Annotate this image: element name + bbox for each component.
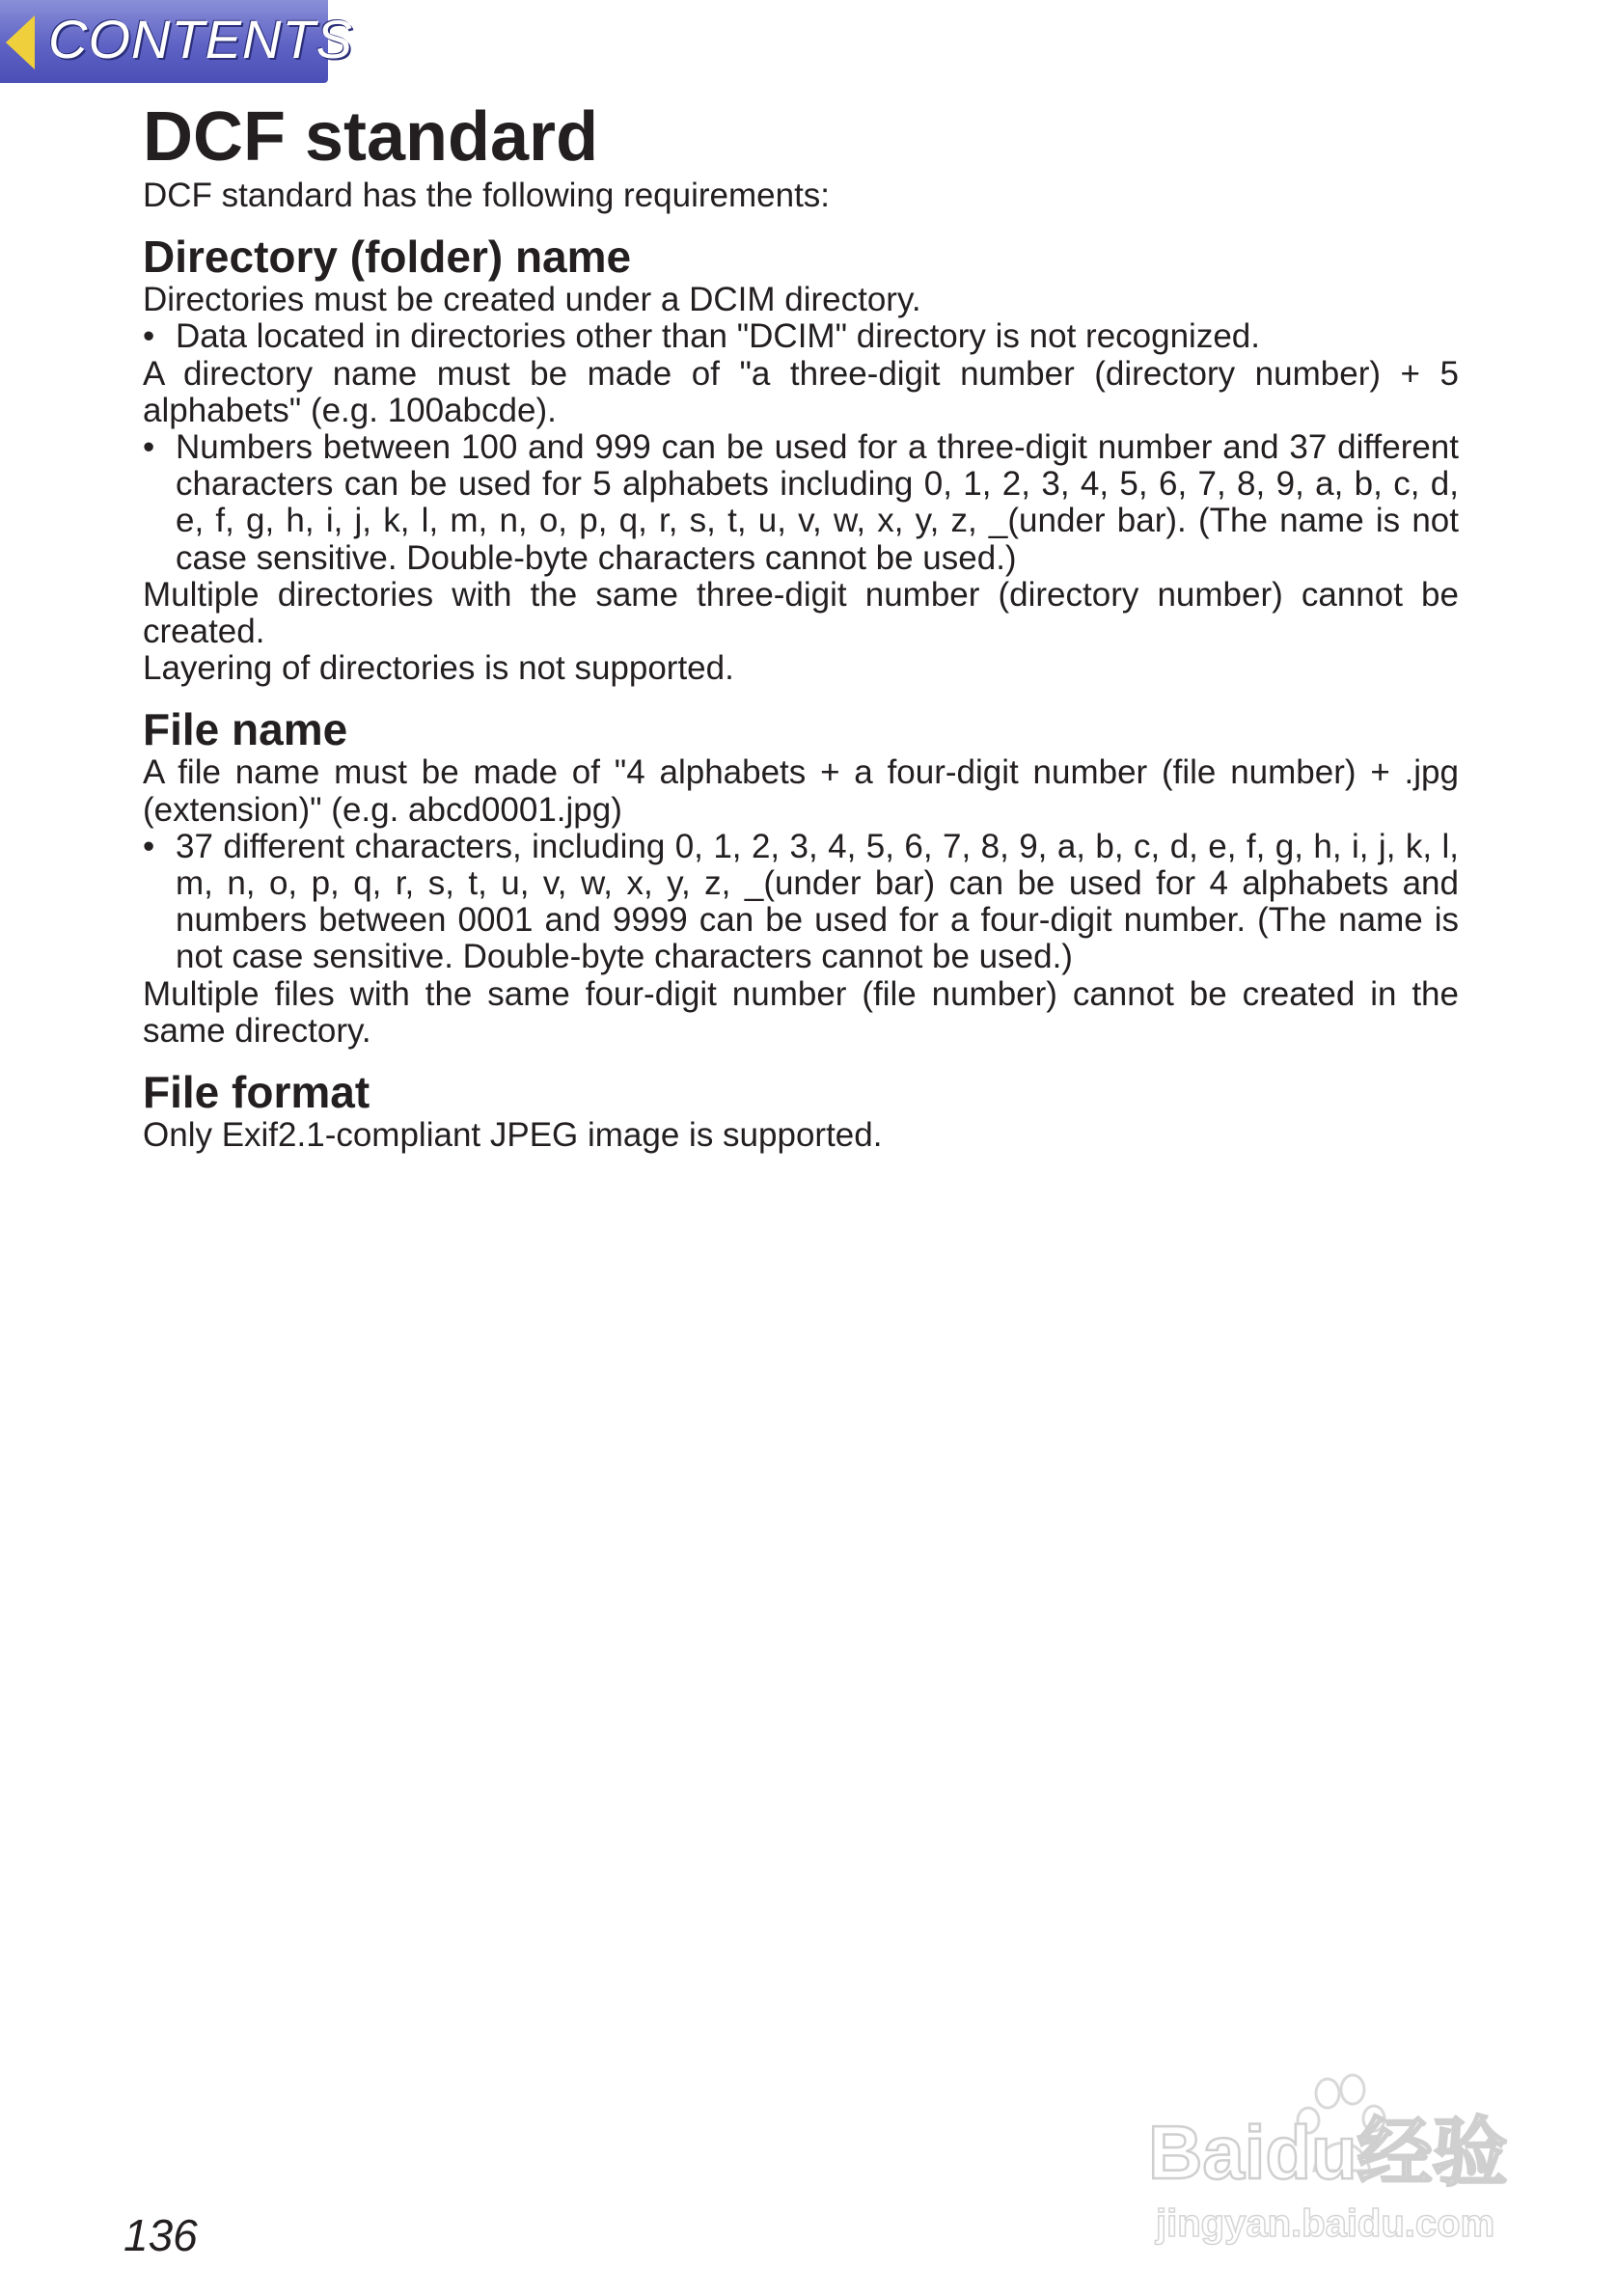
- contents-label: CONTENTS: [48, 9, 353, 69]
- section-heading-file-name: File name: [143, 704, 348, 755]
- section-heading-directory: Directory (folder) name: [143, 232, 632, 283]
- back-arrow-icon: [6, 15, 35, 69]
- bullet-item: • 37 different characters, including 0, 1, 2, 3, 4, 5, 6, 7, 8, 9, a, b, c, d, e, f, g, h, i, j, k, l, m, n, o, p, q, r, s, t, u, v, w, x, y, z, _(under bar) can be used for 4 alphabets and numbers between 0001 and 9999 can be used for a four-digit number. (The name is not case sensitive. Double-byte characters cannot be used.): [143, 829, 1459, 976]
- paragraph: A directory name must be made of "a three-digit number (directory number) + 5 alphabets" (e.g. 100abcde).: [143, 354, 1459, 429]
- page-number: 136: [123, 2210, 198, 2260]
- contents-link[interactable]: [0, 0, 353, 83]
- paragraph: Multiple directories with the same three-digit number (directory number) cannot be created.: [143, 575, 1459, 651]
- bullet-item: • Data located in directories other than "DCIM" directory is not recognized.: [143, 318, 1459, 355]
- intro-text: DCF standard has the following requirements:: [143, 177, 831, 214]
- paragraph: Directories must be created under a DCIM directory.: [143, 281, 921, 319]
- bullet-item: • Numbers between 100 and 999 can be used for a three-digit number and 37 different characters can be used for 5 alphabets including 0, 1, 2, 3, 4, 5, 6, 7, 8, 9, a, b, c, d, e, f, g, h, i, j, k, l, m, n, o, p, q, r, s, t, u, v, w, x, y, z, _(under bar). (The name is not case sensitive. Double-byte characters cannot be used.): [143, 429, 1459, 577]
- paragraph: Multiple files with the same four-digit number (file number) cannot be created in the same directory.: [143, 974, 1459, 1050]
- page-content: [143, 96, 1459, 1154]
- baidu-watermark-logo: [1148, 2064, 1534, 2248]
- paragraph: A file name must be made of "4 alphabets + a four-digit number (file number) + .jpg (extension)" (e.g. abcd0001.jpg): [143, 753, 1459, 829]
- paragraph: Layering of directories is not supported.: [143, 649, 734, 688]
- watermark-brand: Baidu经验: [1148, 2110, 1508, 2195]
- watermark-url: jingyan.baidu.com: [1156, 2202, 1495, 2245]
- page-title: DCF standard: [143, 98, 599, 176]
- paragraph: Only Exif2.1-compliant JPEG image is supported.: [143, 1116, 883, 1155]
- section-heading-file-format: File format: [143, 1067, 370, 1118]
